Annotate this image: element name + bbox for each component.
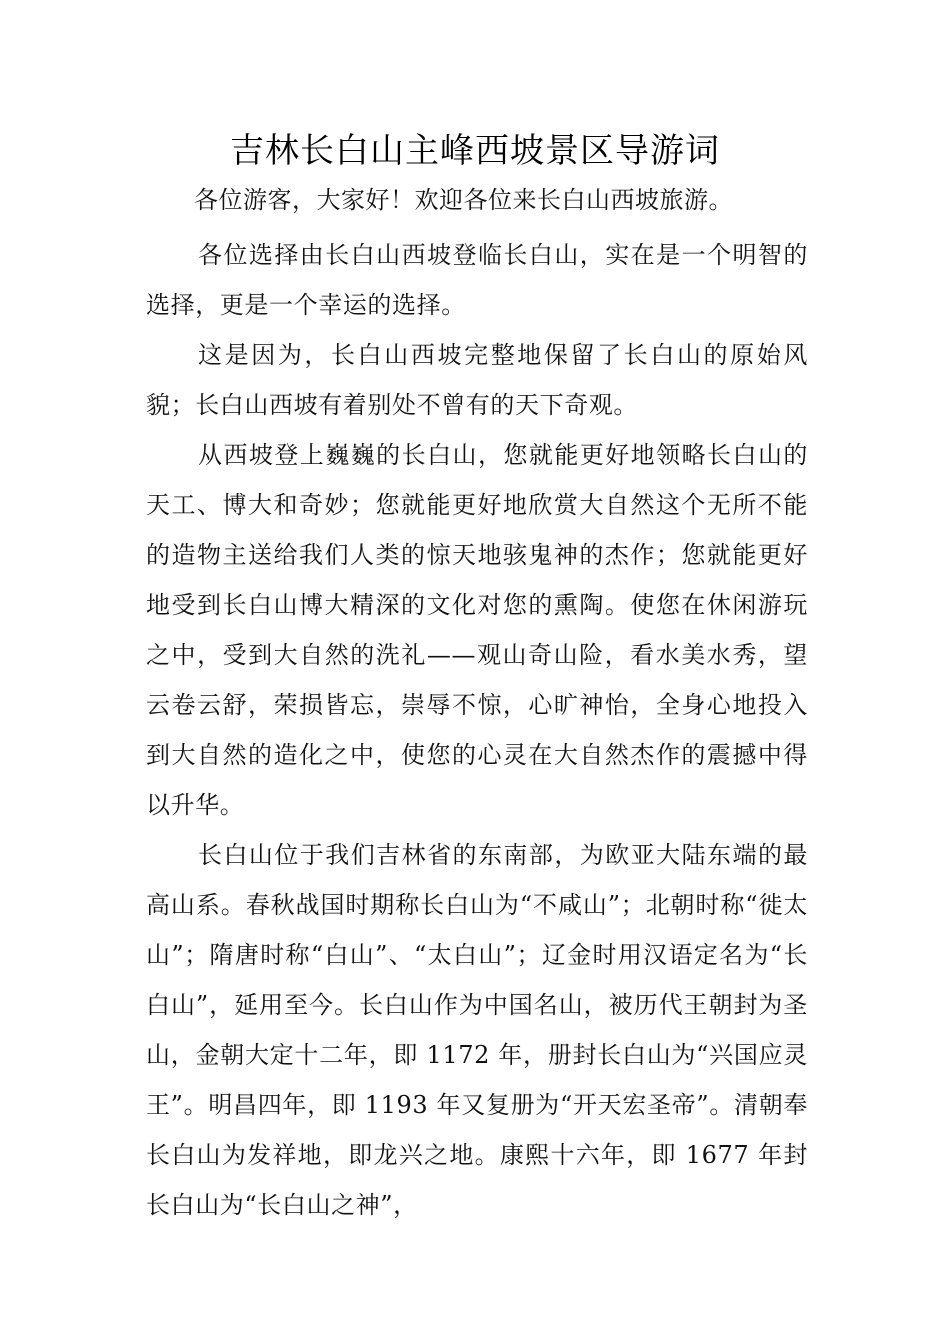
greeting-line: 各位游客，大家好！欢迎各位来长白山西坡旅游。: [194, 186, 733, 214]
paragraph-experience: 从西坡登上巍巍的长白山，您就能更好地领略长白山的天工、博大和奇妙；您就能更好地欣赏大自然这个无所不能的造物主送给我们人类的惊天地骇鬼神的杰作；您就能更好地受到长白山博大精深的文化对您的熏陶。使您在休闲游玩之中，受到大自然的洗礼——观山奇山险，看水美水秀，望云卷云舒，荣损皆忘，崇辱不惊，心旷神怡，全身心地投入到大自然的造化之中，使您的心灵在大自然杰作的震撼中得以升华。: [146, 441, 808, 819]
paragraph-reason: 这是因为，长白山西坡完整地保留了长白山的原始风貌；长白山西坡有着别处不曾有的天下奇观。: [146, 341, 808, 419]
document-title: 吉林长白山主峰西坡景区导游词: [230, 131, 720, 171]
paragraph-history: 长白山位于我们吉林省的东南部，为欧亚大陆东端的最高山系。春秋战国时期称长白山为“不咸山”；北朝时称“徙太山”；隋唐时称“白山”、“太白山”；辽金时用汉语定名为“长白山”，延用至今。长白山作为中国名山，被历代王朝封为圣山，金朝大定十二年，即 1172 年，册封长白山为“兴国应灵王”。明昌四年，即 1193 年又复册为“开天宏圣帝”。清朝奉长白山为发祥地，即龙兴之地。康熙十六年，即 1677 年封长白山为“长白山之神”，: [146, 841, 808, 1219]
document-body: [146, 230, 808, 1230]
paragraph-choice: 各位选择由长白山西坡登临长白山，实在是一个明智的选择，更是一个幸运的选择。: [146, 241, 808, 319]
